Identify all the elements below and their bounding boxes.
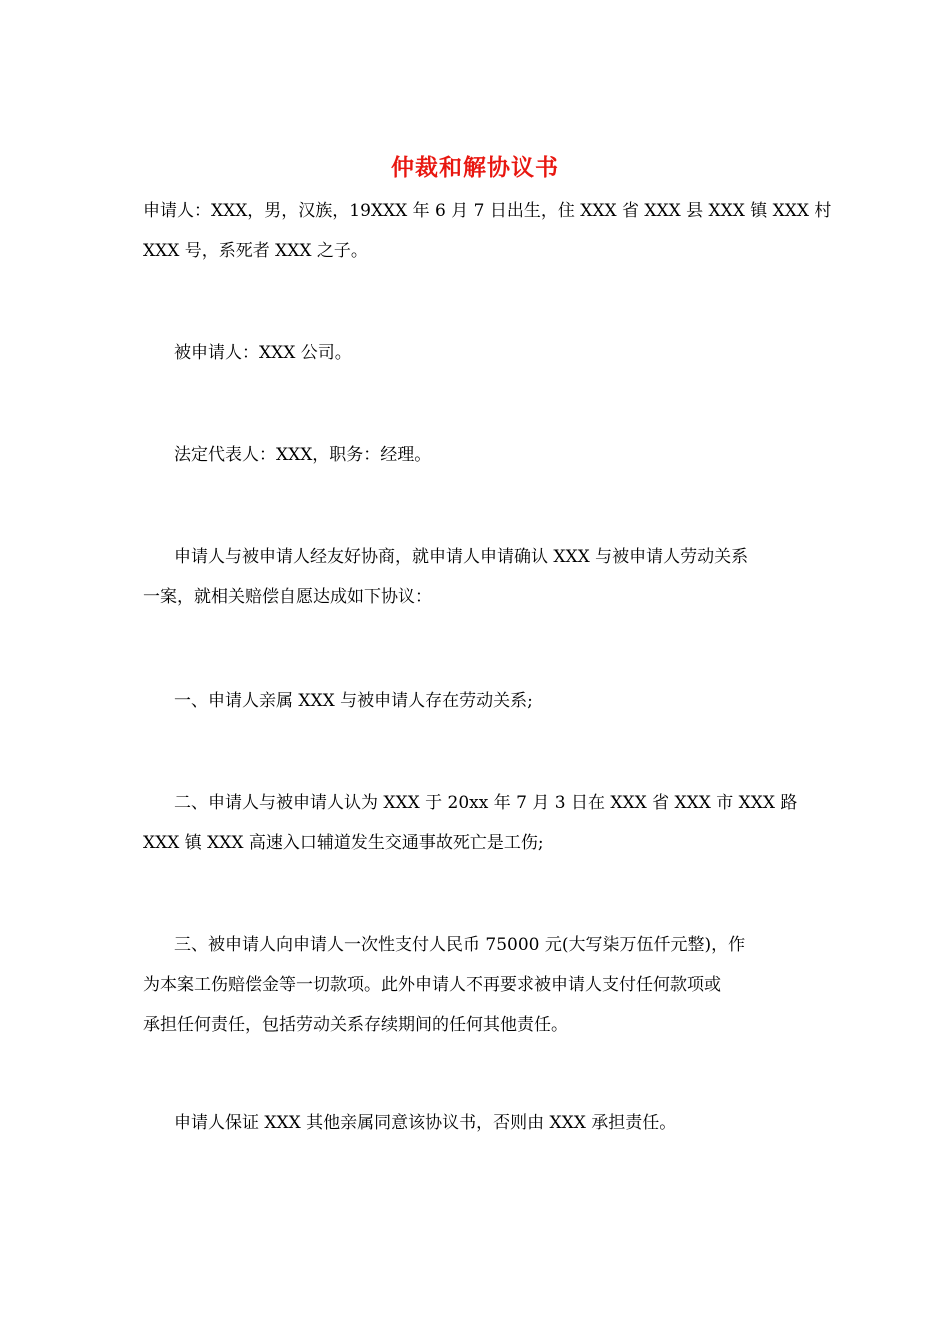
applicant-line-1: 申请人：XXX，男，汉族，19XXX 年 6 月 7 日出生，住 XXX 省 XXX 县 XXX 镇 XXX 村 xyxy=(143,201,832,221)
legal-representative-line: 法定代表人：XXX，职务：经理。 xyxy=(174,445,432,465)
guarantee-paragraph xyxy=(143,1103,808,1143)
clause-2-paragraph xyxy=(143,783,808,863)
clause-1-paragraph xyxy=(143,681,808,721)
respondent-line: 被申请人：XXX 公司。 xyxy=(174,343,352,363)
clause-3-line-1: 三、被申请人向申请人一次性支付人民币 75000 元(大写柒万伍仟元整)，作 xyxy=(174,935,746,955)
clause-1-line: 一、申请人亲属 XXX 与被申请人存在劳动关系; xyxy=(174,691,533,711)
legal-representative-paragraph xyxy=(143,435,808,475)
clause-2-line-2: XXX 镇 XXX 高速入口辅道发生交通事故死亡是工伤; xyxy=(143,833,544,853)
applicant-line-2: XXX 号，系死者 XXX 之子。 xyxy=(143,241,368,261)
clause-3-line-2: 为本案工伤赔偿金等一切款项。此外申请人不再要求被申请人支付任何款项或 xyxy=(143,975,721,995)
clause-2-line-1: 二、申请人与被申请人认为 XXX 于 20xx 年 7 月 3 日在 XXX 省 XXX 市 XXX 路 xyxy=(174,793,798,813)
intro-line-1: 申请人与被申请人经友好协商，就申请人申请确认 XXX 与被申请人劳动关系 xyxy=(174,547,749,567)
respondent-paragraph xyxy=(143,333,808,373)
guarantee-line: 申请人保证 XXX 其他亲属同意该协议书，否则由 XXX 承担责任。 xyxy=(174,1113,677,1133)
intro-line-2: 一案，就相关赔偿自愿达成如下协议： xyxy=(143,587,432,607)
clause-3-line-3: 承担任何责任，包括劳动关系存续期间的任何其他责任。 xyxy=(143,1015,568,1035)
intro-paragraph xyxy=(143,537,808,617)
clause-3-paragraph xyxy=(143,925,808,1045)
document-title: 仲裁和解协议书 xyxy=(391,154,559,181)
applicant-paragraph xyxy=(143,191,832,271)
